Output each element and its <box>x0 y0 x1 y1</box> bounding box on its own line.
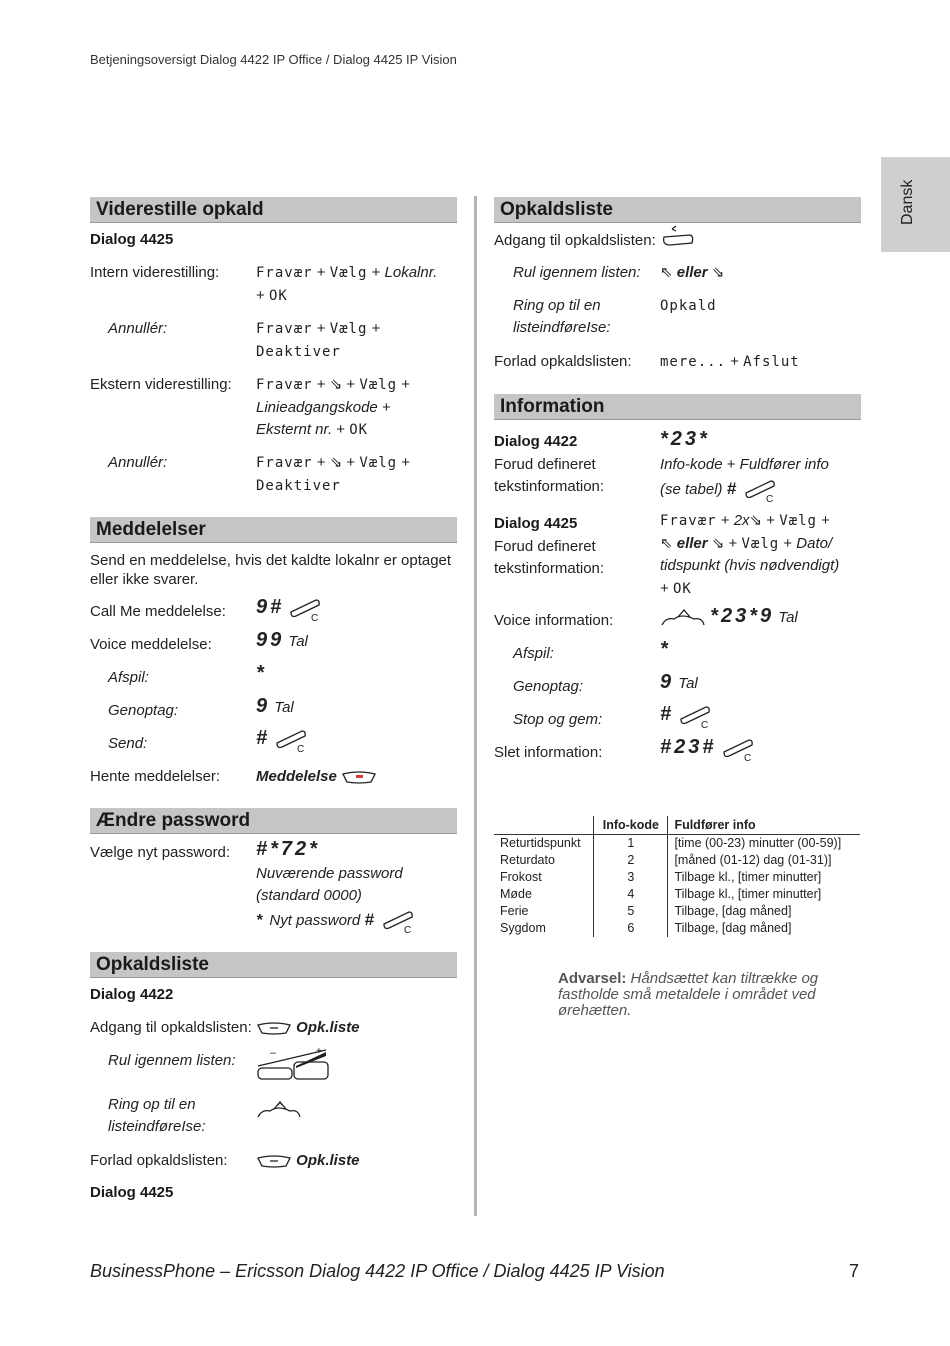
table-row <box>494 852 860 869</box>
softkey-text: Deaktiver <box>256 477 341 494</box>
value-text: Opk.liste <box>296 1152 360 1169</box>
table-row <box>494 835 860 853</box>
table-cell: Tilbage, [dag måned] <box>674 904 792 918</box>
table-header <box>494 816 594 835</box>
label-send: Send: <box>108 735 148 752</box>
key-sequence: # <box>726 478 740 498</box>
svg-text:C: C <box>297 744 305 754</box>
value-text: Nyt password <box>269 911 361 929</box>
table-cell: 2 <box>594 852 668 869</box>
value-text: Lokalnr. <box>384 264 438 281</box>
label-annuller-2: Annullér: <box>108 454 168 471</box>
value-text: (standard 0000) <box>256 887 362 904</box>
svg-text:C: C <box>311 613 319 623</box>
meddelelser-intro: Send en meddelelse, hvis det kaldte lokalnr er optaget eller ikke svarer. <box>90 552 452 588</box>
table-cell: Returtidspunkt <box>494 835 594 853</box>
offhook-handset-icon <box>660 607 706 629</box>
arrow-up-icon: ⇖ <box>660 534 673 552</box>
softkey-text: Fravær <box>256 377 313 393</box>
label-forlad-left: Forlad opkaldslisten: <box>90 1152 228 1169</box>
value-rul-right <box>660 262 724 285</box>
column-divider <box>474 196 477 1216</box>
value-text: Nuværende password <box>256 864 403 882</box>
softkey-text: Fravær <box>660 513 717 529</box>
subheading-dialog-4425-b: Dialog 4425 <box>90 1184 174 1201</box>
language-tab-label: Dansk <box>899 179 916 225</box>
table-row <box>494 869 860 886</box>
svg-text:C: C <box>766 493 774 503</box>
list-key-icon <box>256 1153 292 1169</box>
value-info-code-1 <box>660 428 710 453</box>
value-ring-right <box>660 295 717 318</box>
clear-key-icon <box>381 908 415 934</box>
section-title: Opkaldsliste <box>96 954 209 975</box>
value-text: Tal <box>678 675 698 692</box>
section-password <box>90 808 457 834</box>
value-text: Eksternt nr. <box>256 421 333 438</box>
label-slet: Slet information: <box>494 744 603 761</box>
svg-text:C: C <box>743 753 751 763</box>
value-info-afspil <box>660 638 671 663</box>
value-voice <box>256 629 308 654</box>
subheading-info-4422: Dialog 4422 <box>494 433 578 450</box>
table-cell: Frokost <box>494 869 594 886</box>
section-title: Opkaldsliste <box>500 199 613 220</box>
value-send <box>256 727 308 753</box>
table-row <box>494 903 860 920</box>
arrow-up-icon: ⇖ <box>660 264 673 281</box>
softkey-text: Vælg <box>779 513 817 529</box>
svg-text:C: C <box>404 924 412 934</box>
label-text: listeindføreIse: <box>108 1118 206 1135</box>
label-stop: Stop og gem: <box>513 711 603 728</box>
arrow-down-icon: ⇘ <box>711 264 725 281</box>
softkey-text: Vælg <box>741 535 780 552</box>
key-sequence: *23* <box>660 428 710 450</box>
key-sequence: #*72* <box>256 838 320 860</box>
language-tab <box>881 157 950 252</box>
clear-key-icon <box>721 736 755 762</box>
label-callme: Call Me meddelelse: <box>90 603 226 620</box>
value-callme <box>256 596 322 622</box>
value-text: (se tabel) <box>660 480 723 498</box>
value-intern: Fravær + Vælg + Lokalnr. + OK <box>256 264 438 304</box>
call-list-key-icon <box>660 223 696 249</box>
softkey-text: Vælg <box>329 321 368 337</box>
softkey-text: Vælg <box>329 265 368 281</box>
value-text: 2x <box>733 512 750 529</box>
clear-key-icon <box>678 703 712 729</box>
value-hente <box>256 766 377 789</box>
warning-note <box>558 971 858 1019</box>
softkey-text: OK <box>268 287 288 304</box>
value-text: eller <box>676 264 708 281</box>
document-footer: BusinessPhone – Ericsson Dialog 4422 IP Office / Dialog 4425 IP Vision <box>90 1261 665 1281</box>
value-text: eller <box>676 534 708 552</box>
label-forud-1 <box>494 454 604 498</box>
table-cell: [time (00-23) minutter (00-59)] <box>674 836 842 850</box>
svg-text:+: + <box>316 1046 322 1057</box>
key-sequence: *23*9 <box>710 605 775 627</box>
label-ring-left <box>108 1094 206 1138</box>
label-voice-info: Voice information: <box>494 612 614 629</box>
key-sequence: # <box>660 703 675 725</box>
value-slet <box>660 736 755 762</box>
value-genoptag <box>256 695 294 720</box>
value-text: Meddelelse <box>256 768 337 785</box>
key-sequence: * <box>256 911 266 929</box>
value-password <box>256 838 466 934</box>
label-afspil: Afspil: <box>108 669 149 686</box>
svg-text:C: C <box>701 720 709 730</box>
table-header-row <box>494 816 860 835</box>
label-hente: Hente meddelelser: <box>90 768 221 785</box>
section-viderestille <box>90 197 457 223</box>
label-forlad-right: Forlad opkaldslisten: <box>494 353 632 370</box>
table-cell: Tilbage, [dag måned] <box>674 921 792 935</box>
value-ekstern: Fravær + ⇘ + Vælg + Linieadgangskode + Eksternt nr. + OK <box>256 376 411 438</box>
label-ekstern: Ekstern viderestilling: <box>90 376 232 393</box>
key-sequence: # <box>256 727 271 749</box>
section-opkaldsliste-right <box>494 197 861 223</box>
table-cell: 5 <box>594 903 668 920</box>
value-text: Tal <box>274 699 294 716</box>
softkey-text: Afslut <box>743 354 800 370</box>
value-forud-2: Fravær + 2x⇘ + Vælg + ⇖ eller ⇘ + Vælg + Dato/ tidspunkt (hvis nødvendigt) + OK <box>660 512 840 597</box>
arrow-down-icon: ⇘ <box>329 454 343 471</box>
key-sequence: * <box>256 662 267 684</box>
label-rul-left: Rul igennem listen: <box>108 1052 236 1069</box>
value-forlad-right: mere... + Afslut <box>660 353 800 370</box>
section-title: Viderestille opkald <box>96 199 264 220</box>
table-row <box>494 886 860 903</box>
table-cell: 1 <box>594 835 668 853</box>
table-cell: Ferie <box>494 903 594 920</box>
value-text: Tal <box>288 633 308 650</box>
key-sequence: * <box>660 638 671 660</box>
label-voice: Voice meddelelse: <box>90 636 212 653</box>
document-header: Betjeningsoversigt Dialog 4422 IP Office / Dialog 4425 IP Vision <box>90 52 457 67</box>
key-sequence: 9# <box>256 596 285 618</box>
key-sequence: # <box>364 909 377 929</box>
table-row <box>494 920 860 937</box>
softkey-text: OK <box>672 580 692 597</box>
label-annuller-1: Annullér: <box>108 320 168 337</box>
table-cell: Sygdom <box>494 920 594 937</box>
table-cell: Møde <box>494 886 594 903</box>
value-text: tidspunkt (hvis nødvendigt) <box>660 557 840 574</box>
label-text: tekstinformation: <box>494 478 605 495</box>
table-header: Info-kode <box>594 816 668 835</box>
info-code-table <box>494 816 860 937</box>
softkey-text: Fravær <box>256 321 313 337</box>
table-cell: 3 <box>594 869 668 886</box>
section-information <box>494 394 861 420</box>
table-cell: Returdato <box>494 852 594 869</box>
warning-text: Håndsættet kan tiltrække og fastholde små metaldele i området ved ørehætten. <box>558 970 819 1019</box>
label-ring-right <box>513 295 611 339</box>
volume-keys-icon <box>256 1046 330 1080</box>
label-info-afspil: Afspil: <box>513 645 554 662</box>
value-text: Fuldfører info <box>739 456 829 473</box>
value-voice-info <box>660 605 798 630</box>
label-adgang-left: Adgang til opkaldslisten: <box>90 1019 252 1036</box>
softkey-text: Deaktiver <box>256 343 341 360</box>
value-text: Info-kode <box>660 456 723 473</box>
value-text: Linieadgangskode <box>256 398 378 416</box>
key-sequence: 9 <box>256 695 271 717</box>
arrow-down-icon: ⇘ <box>329 376 343 393</box>
key-sequence: #23# <box>660 736 717 758</box>
softkey-text: Vælg <box>359 377 398 393</box>
label-rul-right: Rul igennem listen: <box>513 264 641 281</box>
section-title: Ændre password <box>96 810 251 831</box>
value-annuller-2: Fravær + ⇘ + Vælg + Deaktiver <box>256 454 411 494</box>
list-key-icon <box>256 1020 292 1036</box>
label-password: Vælge nyt password: <box>90 844 231 861</box>
svg-text:–: – <box>270 1047 277 1059</box>
value-text: Dato/ <box>796 534 833 552</box>
key-sequence: 9 <box>660 671 675 693</box>
label-text: Forud defineret <box>494 456 596 473</box>
label-adgang-right: Adgang til opkaldslisten: <box>494 232 656 249</box>
message-key-icon <box>341 769 377 785</box>
table-header: Fuldfører info <box>668 816 860 835</box>
section-meddelelser <box>90 517 457 543</box>
softkey-text: Fravær <box>256 455 313 471</box>
section-title: Meddelelser <box>96 519 206 540</box>
section-title: Information <box>500 396 605 417</box>
table-cell: Tilbage kl., [timer minutter] <box>674 887 822 901</box>
label-text: listeindføreIse: <box>513 319 611 336</box>
label-text: Ring op til en <box>108 1096 196 1113</box>
softkey-text: mere... <box>660 354 727 370</box>
page-number: 7 <box>849 1261 860 1281</box>
table-cell: 6 <box>594 920 668 937</box>
subheading-info-4425: Dialog 4425 <box>494 515 578 532</box>
offhook-handset-icon <box>256 1099 302 1121</box>
arrow-down-icon: ⇘ <box>711 534 725 552</box>
value-info-genoptag <box>660 671 698 696</box>
value-forlad-left <box>256 1150 360 1173</box>
label-genoptag: Genoptag: <box>108 702 179 719</box>
clear-key-icon <box>288 596 322 622</box>
label-info-genoptag: Genoptag: <box>513 678 584 695</box>
warning-label: Advarsel: <box>558 970 627 987</box>
arrow-down-icon: ⇘ <box>749 512 763 529</box>
key-sequence: 99 <box>256 629 285 651</box>
subheading-dialog-4425: Dialog 4425 <box>90 231 174 248</box>
value-forud-1: Info-kode + Fuldfører info (se tabel) # C <box>660 456 829 503</box>
label-text: Ring op til en <box>513 297 601 314</box>
value-adgang-left <box>256 1017 360 1040</box>
label-text: tekstinformation: <box>494 560 605 577</box>
table-cell: Tilbage kl., [timer minutter] <box>674 870 822 884</box>
softkey-text: Vælg <box>359 455 398 471</box>
clear-key-icon <box>743 477 777 503</box>
softkey-text: Fravær <box>256 265 313 281</box>
table-cell: 4 <box>594 886 668 903</box>
label-forud-2 <box>494 536 604 580</box>
value-text: Opk.liste <box>296 1019 360 1036</box>
label-intern: Intern viderestilling: <box>90 264 220 281</box>
softkey-text: Opkald <box>660 298 717 314</box>
value-afspil <box>256 662 267 687</box>
value-stop <box>660 703 712 729</box>
clear-key-icon <box>274 727 308 753</box>
label-text: Forud defineret <box>494 538 596 555</box>
table-cell: [måned (01-12) dag (01-31)] <box>674 853 832 867</box>
section-opkaldsliste-left <box>90 952 457 978</box>
subheading-dialog-4422: Dialog 4422 <box>90 986 174 1003</box>
value-annuller-1: Fravær + Vælg + Deaktiver <box>256 320 381 360</box>
softkey-text: OK <box>349 422 369 438</box>
value-text: Tal <box>778 609 798 626</box>
